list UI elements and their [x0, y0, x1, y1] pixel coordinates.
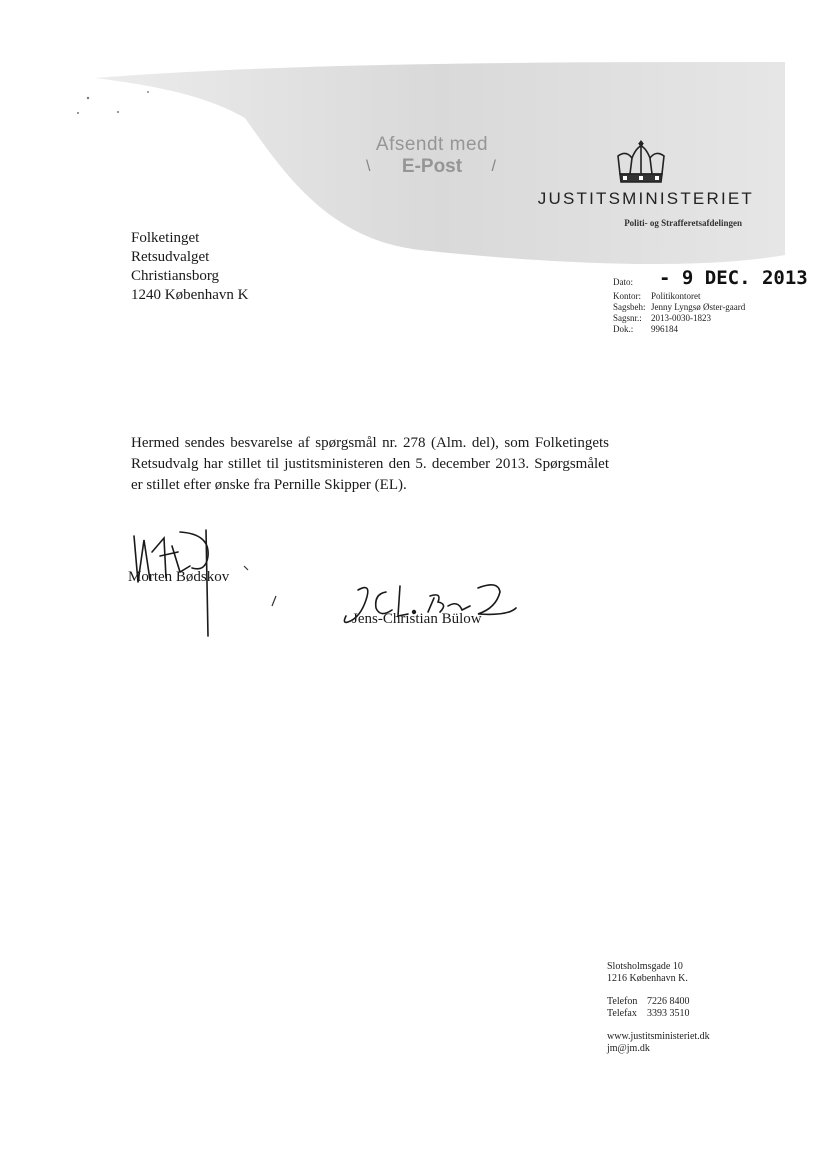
- doc-number-label: Dok.:: [613, 324, 634, 334]
- case-number-row: [613, 313, 763, 324]
- recipient-address: [131, 229, 248, 305]
- case-number-label: Sagsnr.:: [613, 313, 642, 323]
- recipient-line: Retsudvalget: [131, 249, 210, 265]
- recipient-line: Folketinget: [131, 230, 200, 246]
- footer-address-line: Slotsholmsgade 10: [607, 961, 683, 972]
- stamp-line-1: Afsendt med: [375, 134, 489, 155]
- stamp-mark-right: /: [491, 158, 496, 175]
- signer-name-second: Jens-Christian Bülow: [352, 611, 482, 627]
- date-row: [613, 267, 808, 289]
- case-number-value: 2013-0030-1823: [651, 313, 711, 323]
- office-value: Politikontoret: [651, 291, 701, 301]
- footer-fax-value: 3393 3510: [647, 1008, 690, 1019]
- doc-number-value: 996184: [651, 324, 678, 334]
- office-label: Kontor:: [613, 291, 641, 301]
- footer-website: www.justitsministeriet.dk: [607, 1031, 710, 1042]
- handler-label: Sagsbeh:: [613, 302, 646, 312]
- crown-icon: [614, 140, 668, 190]
- contact-footer: [607, 961, 767, 1055]
- recipient-line: 1240 København K: [131, 287, 249, 303]
- footer-phone-label: Telefon: [607, 996, 638, 1007]
- signature-marks: [240, 562, 280, 612]
- signer-name-first: Morten Bødskov: [128, 569, 230, 585]
- recipient-line: Christiansborg: [131, 268, 220, 284]
- footer-fax-label: Telefax: [607, 1008, 637, 1019]
- letter-body: Hermed sendes besvarelse af spørgsmål nr. 278 (Alm. del), som Folketingets Retsudvalg har stillet til justitsministeren den 5. december 2013. Spørgsmålet er stillet efter ønske fra Pernille Skipper (EL).: [131, 435, 609, 493]
- email-stamp: [362, 134, 502, 178]
- date-stamp: - 9 DEC. 2013: [659, 267, 808, 289]
- date-label: Dato:: [613, 277, 633, 287]
- footer-address-line: 1216 København K.: [607, 973, 688, 984]
- office-row: [613, 291, 763, 302]
- stamp-line-2: E-Post: [401, 156, 463, 177]
- stamp-mark-left: \: [366, 158, 371, 175]
- footer-fax-row: [607, 1008, 767, 1020]
- footer-phone-row: [607, 996, 767, 1008]
- handler-value: Jenny Lyngsø Øster-gaard: [651, 302, 746, 312]
- division-name: Politi- og Strafferetsafdelingen: [624, 218, 742, 228]
- footer-phone-value: 7226 8400: [647, 996, 690, 1007]
- handler-row: [613, 302, 763, 313]
- ministry-name: JUSTITSMINISTERIET: [537, 189, 754, 208]
- doc-number-row: [613, 324, 763, 335]
- footer-email: jm@jm.dk: [607, 1043, 650, 1054]
- case-metadata: [613, 267, 808, 335]
